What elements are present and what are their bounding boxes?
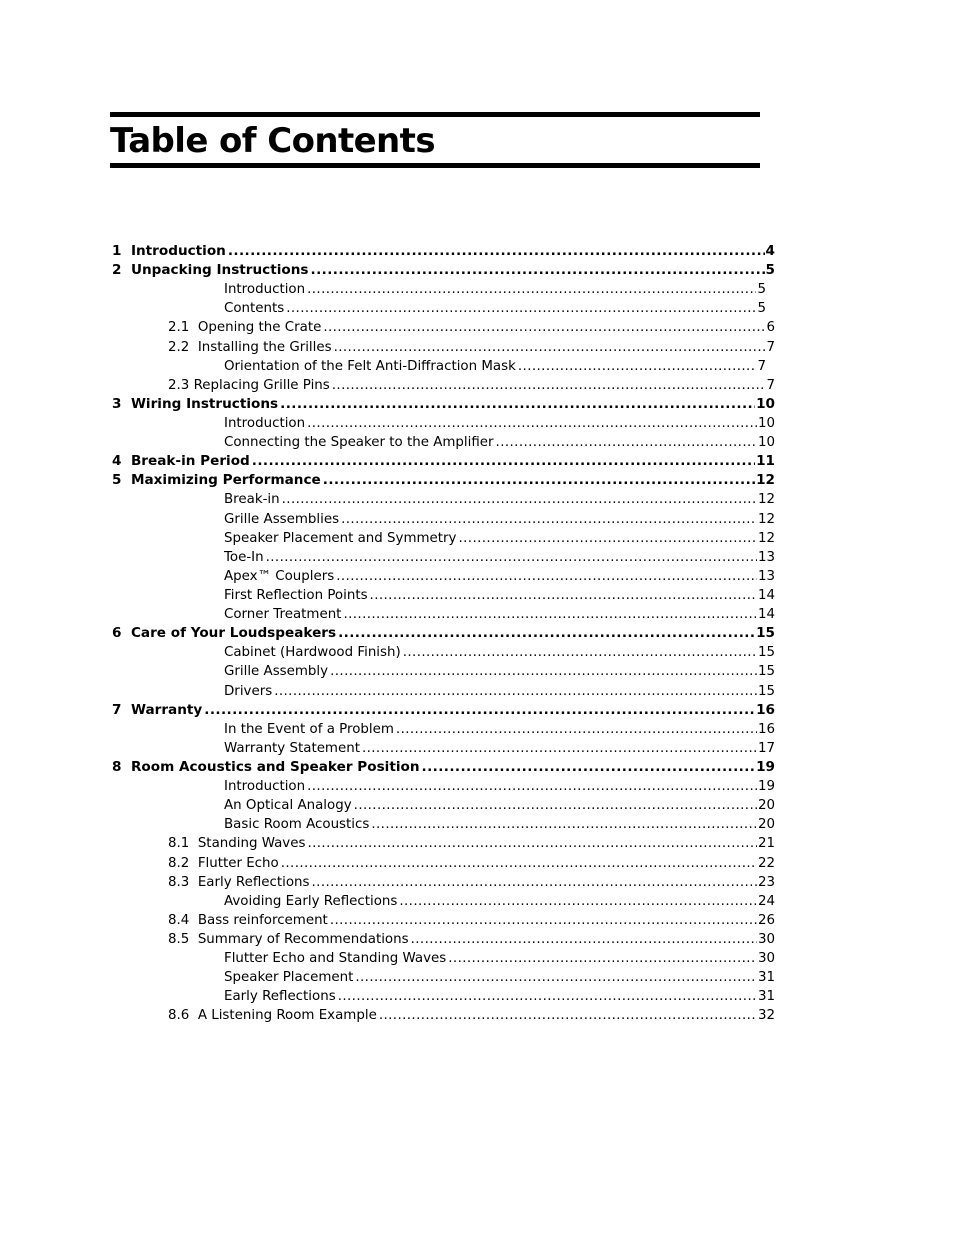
toc-entry-page-number: 4 — [765, 243, 775, 259]
toc-entry-line — [224, 414, 775, 433]
toc-entry[interactable] — [0, 643, 954, 662]
toc-entry[interactable] — [0, 873, 954, 892]
toc-entry[interactable] — [0, 949, 954, 968]
toc-entry-line — [168, 873, 775, 892]
toc-entry-page-number: 5 — [757, 301, 766, 317]
toc-dot-leader — [307, 834, 757, 853]
toc-dot-leader — [411, 930, 757, 949]
toc-dot-leader — [311, 261, 765, 280]
toc-dot-leader — [312, 873, 757, 892]
toc-dot-leader — [448, 949, 757, 968]
toc-entry-title: Grille Assembly — [224, 664, 329, 680]
toc-dot-leader — [252, 452, 755, 471]
toc-entry[interactable] — [0, 834, 954, 853]
toc-dot-leader — [496, 433, 757, 452]
toc-entry-line — [168, 1006, 775, 1025]
toc-entry-label — [224, 662, 330, 681]
toc-entry-page-number: 31 — [757, 970, 775, 986]
toc-entry-line — [112, 261, 775, 280]
toc-entry-title: Speaker Placement and Symmetry — [224, 530, 457, 546]
toc-entry-number: 6 — [112, 625, 122, 642]
toc-entry-page-number: 13 — [757, 549, 775, 565]
toc-entry[interactable] — [0, 739, 954, 758]
toc-entry-page-number: 15 — [757, 645, 775, 661]
toc-entry-label — [112, 242, 228, 261]
toc-entry-label — [168, 873, 312, 892]
toc-entry-title: Early Reflections — [197, 874, 310, 890]
toc-dot-leader — [330, 662, 757, 681]
toc-entry-title: Replacing Grille Pins — [193, 377, 330, 393]
toc-entry-page-number: 19 — [756, 758, 775, 775]
toc-entry-title: Break-in — [224, 492, 280, 508]
toc-entry-label — [168, 911, 330, 930]
toc-entry-line — [224, 605, 775, 624]
toc-entry-number: 8 — [112, 758, 122, 775]
toc-entry-label — [112, 261, 311, 280]
toc-entry[interactable] — [0, 987, 954, 1006]
toc-dot-leader — [334, 338, 766, 357]
toc-entry-line — [112, 395, 775, 414]
toc-entry[interactable] — [0, 815, 954, 834]
toc-entry-title: Early Reflections — [224, 989, 336, 1005]
toc-entry-label — [224, 510, 341, 529]
toc-entry-title: Opening the Crate — [197, 320, 322, 336]
toc-entry-title: First Reflection Points — [224, 587, 368, 603]
page-title: Table of Contents — [110, 121, 435, 161]
toc-entry[interactable] — [0, 911, 954, 930]
toc-entry-line — [224, 299, 766, 318]
toc-entry-label — [224, 529, 458, 548]
toc-entry-label — [224, 567, 336, 586]
toc-dot-leader — [338, 624, 755, 643]
toc-entry-label — [224, 987, 338, 1006]
toc-dot-leader — [399, 892, 757, 911]
toc-entry-title: Introduction — [130, 243, 226, 259]
toc-entry[interactable] — [0, 854, 954, 873]
toc-entry-line — [224, 968, 775, 987]
toc-entry[interactable] — [0, 452, 954, 471]
toc-entry-line — [112, 701, 775, 720]
toc-entry-page-number: 15 — [757, 664, 775, 680]
toc-dot-leader — [371, 815, 757, 834]
toc-entry-line — [168, 318, 775, 337]
toc-entry-page-number: 14 — [757, 587, 775, 603]
toc-dot-leader — [204, 701, 755, 720]
toc-entry[interactable] — [0, 548, 954, 567]
toc-entry-title: Maximizing Performance — [130, 472, 321, 489]
toc-entry-line — [224, 643, 775, 662]
title-rule-top — [110, 112, 760, 117]
toc-entry-label — [224, 280, 307, 299]
toc-entry-line — [112, 471, 775, 490]
toc-entry[interactable] — [0, 701, 954, 720]
toc-entry[interactable] — [0, 242, 954, 261]
toc-entry-title: Apex™ Couplers — [224, 568, 335, 584]
toc-entry-number: 8.3 — [168, 874, 190, 890]
toc-entry-title: Drivers — [224, 683, 273, 699]
toc-dot-leader — [343, 605, 757, 624]
toc-dot-leader — [307, 777, 757, 796]
toc-entry[interactable] — [0, 529, 954, 548]
toc-entry-title: Flutter Echo — [197, 855, 279, 871]
toc-dot-leader — [370, 586, 757, 605]
toc-entry[interactable] — [0, 892, 954, 911]
toc-dot-leader — [330, 911, 757, 930]
toc-entry-title: Avoiding Early Reflections — [224, 893, 398, 909]
toc-entry-title: Unpacking Instructions — [130, 262, 309, 279]
toc-entry-page-number: 16 — [757, 721, 775, 737]
toc-entry-page-number: 12 — [757, 492, 775, 508]
toc-entry-title: Room Acoustics and Speaker Position — [130, 758, 420, 775]
toc-entry-number: 8.5 — [168, 931, 190, 947]
toc-entry-number: 2 — [112, 262, 122, 279]
toc-dot-leader — [323, 318, 765, 337]
toc-entry-title: Toe-In — [224, 549, 264, 565]
toc-entry-page-number: 24 — [757, 893, 775, 909]
toc-entry[interactable] — [0, 357, 954, 376]
toc-entry-page-number: 22 — [757, 855, 775, 871]
toc-entry-title: Introduction — [224, 282, 306, 298]
toc-entry[interactable] — [0, 968, 954, 987]
toc-entry-label — [224, 949, 448, 968]
toc-entry-title: In the Event of a Problem — [224, 721, 394, 737]
toc-entry-page-number: 30 — [757, 931, 775, 947]
toc-entry[interactable] — [0, 662, 954, 681]
toc-entry-page-number: 7 — [766, 339, 775, 355]
toc-entry[interactable] — [0, 624, 954, 643]
toc-dot-leader — [379, 1006, 757, 1025]
toc-entry-line — [168, 376, 775, 395]
toc-dot-leader — [281, 854, 757, 873]
toc-entry[interactable] — [0, 586, 954, 605]
toc-entry[interactable] — [0, 299, 954, 318]
toc-entry-number: 8.6 — [168, 1008, 190, 1024]
toc-entry-label — [168, 318, 323, 337]
toc-entry-line — [224, 892, 775, 911]
toc-entry-label — [112, 758, 422, 777]
toc-entry-title: Introduction — [224, 779, 306, 795]
toc-entry-line — [112, 242, 775, 261]
toc-entry-title: Installing the Grilles — [197, 339, 332, 355]
toc-entry-page-number: 17 — [757, 740, 775, 756]
toc-entry-line — [224, 433, 775, 452]
toc-entry-label — [224, 433, 496, 452]
toc-entry-title: Summary of Recommendations — [197, 931, 409, 947]
toc-entry[interactable] — [0, 376, 954, 395]
toc-entry-label — [224, 605, 343, 624]
toc-entry[interactable] — [0, 930, 954, 949]
toc-entry[interactable] — [0, 510, 954, 529]
toc-entry-number: 2.2 — [168, 339, 190, 355]
toc-entry-page-number: 7 — [757, 358, 766, 374]
toc-entry[interactable] — [0, 318, 954, 337]
toc-entry-label — [168, 834, 307, 853]
toc-dot-leader — [266, 548, 757, 567]
toc-dot-leader — [323, 471, 755, 490]
toc-entry-page-number: 26 — [757, 912, 775, 928]
toc-entry-page-number: 10 — [756, 395, 775, 412]
toc-entry-page-number: 5 — [757, 282, 766, 298]
toc-entry-line — [224, 662, 775, 681]
title-rule-bottom — [110, 163, 760, 168]
toc-entry-line — [224, 987, 775, 1006]
toc-entry[interactable] — [0, 414, 954, 433]
toc-entry-title: Introduction — [224, 415, 306, 431]
toc-entry-number: 3 — [112, 395, 122, 412]
toc-entry-label — [168, 930, 411, 949]
toc-entry-number: 4 — [112, 453, 122, 470]
toc-entry[interactable] — [0, 280, 954, 299]
toc-entry-label — [224, 796, 354, 815]
toc-entry-page-number: 12 — [756, 472, 775, 489]
toc-entry-title: Corner Treatment — [224, 607, 342, 623]
toc-entry-number: 7 — [112, 701, 122, 718]
toc-entry-label — [224, 815, 371, 834]
toc-entry-line — [168, 854, 775, 873]
toc-entry-line — [224, 510, 775, 529]
toc-dot-leader — [362, 739, 757, 758]
toc-entry[interactable] — [0, 261, 954, 280]
toc-entry-line — [224, 949, 775, 968]
toc-dot-leader — [228, 242, 765, 261]
toc-entry-page-number: 15 — [757, 683, 775, 699]
toc-entry-page-number: 21 — [757, 836, 775, 852]
toc-entry-title: Flutter Echo and Standing Waves — [224, 951, 447, 967]
toc-entry-line — [224, 357, 766, 376]
toc-entry-line — [224, 280, 766, 299]
toc-entry-number: 8.2 — [168, 855, 190, 871]
toc-entry-line — [112, 452, 775, 471]
toc-dot-leader — [307, 414, 757, 433]
toc-entry-label — [112, 701, 204, 720]
toc-entry-label — [168, 338, 334, 357]
toc-entry-line — [224, 739, 775, 758]
toc-entry-title: Connecting the Speaker to the Amplifier — [224, 435, 494, 451]
toc-entry-page-number: 14 — [757, 607, 775, 623]
toc-entry-label — [224, 968, 355, 987]
toc-entry[interactable] — [0, 490, 954, 509]
toc-entry-page-number: 20 — [757, 798, 775, 814]
toc-entry-page-number: 30 — [757, 951, 775, 967]
toc-entry-label — [112, 452, 252, 471]
toc-entry-title: Break-in Period — [130, 453, 250, 470]
toc-entry-title: An Optical Analogy — [224, 798, 352, 814]
toc-entry-number: 8.4 — [168, 912, 190, 928]
toc-entry-page-number: 19 — [757, 779, 775, 795]
toc-entry-label — [224, 643, 403, 662]
toc-entry-label — [224, 299, 286, 318]
toc-entry-line — [224, 815, 775, 834]
toc-entry-label — [224, 892, 399, 911]
toc-entry-line — [224, 682, 775, 701]
toc-entry-label — [224, 720, 396, 739]
toc-dot-leader — [332, 376, 766, 395]
toc-entry-line — [224, 586, 775, 605]
toc-entry-page-number: 23 — [757, 874, 775, 890]
toc-entry-page-number: 16 — [756, 701, 775, 718]
toc-entry-number: 8.1 — [168, 836, 190, 852]
toc-entry-page-number: 12 — [757, 511, 775, 527]
toc-entry-title: Orientation of the Felt Anti-Diffraction Mask — [224, 358, 516, 374]
toc-entry-label — [224, 548, 266, 567]
toc-entry-page-number: 10 — [757, 415, 775, 431]
toc-entry-label — [112, 395, 280, 414]
toc-entry-line — [168, 338, 775, 357]
toc-dot-leader — [403, 643, 757, 662]
toc-entry[interactable] — [0, 796, 954, 815]
toc-entry-title: Warranty Statement — [224, 740, 360, 756]
toc-entry-line — [224, 490, 775, 509]
toc-dot-leader — [307, 280, 756, 299]
toc-entry-label — [224, 682, 274, 701]
toc-dot-leader — [286, 299, 756, 318]
toc-entry-label — [224, 777, 307, 796]
toc-dot-leader — [458, 529, 756, 548]
toc-entry-title: Grille Assemblies — [224, 511, 340, 527]
toc-entry[interactable] — [0, 682, 954, 701]
toc-entry-line — [112, 758, 775, 777]
toc-entry-label — [224, 739, 362, 758]
toc-entry-title: Standing Waves — [197, 836, 306, 852]
toc-dot-leader — [518, 357, 757, 376]
toc-dot-leader — [422, 758, 756, 777]
toc-entry-line — [224, 529, 775, 548]
toc-entry-line — [168, 834, 775, 853]
toc-dot-leader — [355, 968, 757, 987]
toc-dot-leader — [341, 510, 757, 529]
toc-dot-leader — [336, 567, 757, 586]
toc-entry-page-number: 5 — [765, 262, 775, 279]
toc-entry-label — [224, 586, 370, 605]
toc-entry-title: Cabinet (Hardwood Finish) — [224, 645, 401, 661]
toc-entry-label — [168, 376, 332, 395]
toc-entry-page-number: 11 — [756, 453, 775, 470]
toc-entry-line — [168, 911, 775, 930]
toc-entry-number: 2.3 — [168, 377, 190, 393]
toc-dot-leader — [396, 720, 757, 739]
toc-entry-label — [168, 1006, 379, 1025]
toc-dot-leader — [274, 682, 757, 701]
toc-entry-page-number: 12 — [757, 530, 775, 546]
toc-entry-title: Care of Your Loudspeakers — [130, 625, 337, 642]
toc-entry-line — [112, 624, 775, 643]
toc-entry-line — [224, 720, 775, 739]
toc-entry-title: Wiring Instructions — [130, 395, 279, 412]
toc-entry-title: A Listening Room Example — [197, 1008, 377, 1024]
toc-entry-page-number: 10 — [757, 435, 775, 451]
toc-entry-number: 1 — [112, 243, 122, 259]
toc-entry[interactable] — [0, 777, 954, 796]
toc-entry[interactable] — [0, 605, 954, 624]
toc-entry-label — [112, 471, 323, 490]
toc-entry-number: 2.1 — [168, 320, 190, 336]
toc-entry-page-number: 7 — [766, 377, 775, 393]
toc-entry-label — [112, 624, 338, 643]
toc-dot-leader — [354, 796, 757, 815]
toc-entry[interactable] — [0, 1006, 954, 1025]
toc-entry-label — [224, 357, 518, 376]
toc-entry-title: Contents — [224, 301, 285, 317]
toc-entry[interactable] — [0, 720, 954, 739]
toc-entry[interactable] — [0, 758, 954, 777]
toc-entry-number: 5 — [112, 472, 122, 489]
toc-entry[interactable] — [0, 471, 954, 490]
toc-entry[interactable] — [0, 395, 954, 414]
toc-dot-leader — [280, 395, 755, 414]
toc-entry-label — [168, 854, 281, 873]
toc-dot-leader — [282, 490, 757, 509]
toc-entry-label — [224, 490, 282, 509]
toc-entry-line — [224, 567, 775, 586]
toc-entry-page-number: 13 — [757, 568, 775, 584]
toc-entry[interactable] — [0, 433, 954, 452]
table-of-contents — [0, 242, 954, 1025]
toc-entry-page-number: 15 — [756, 625, 775, 642]
toc-entry-title: Basic Room Acoustics — [224, 817, 370, 833]
toc-entry-title: Speaker Placement — [224, 970, 354, 986]
toc-dot-leader — [338, 987, 757, 1006]
toc-entry-page-number: 31 — [757, 989, 775, 1005]
toc-entry-page-number: 6 — [766, 320, 775, 336]
toc-entry-line — [168, 930, 775, 949]
toc-entry-title: Warranty — [130, 701, 203, 718]
toc-entry[interactable] — [0, 567, 954, 586]
toc-entry-line — [224, 777, 775, 796]
toc-entry-title: Bass reinforcement — [197, 912, 328, 928]
toc-entry-page-number: 20 — [757, 817, 775, 833]
toc-entry[interactable] — [0, 338, 954, 357]
toc-entry-label — [224, 414, 307, 433]
toc-entry-line — [224, 548, 775, 567]
toc-entry-page-number: 32 — [757, 1008, 775, 1024]
toc-entry-line — [224, 796, 775, 815]
